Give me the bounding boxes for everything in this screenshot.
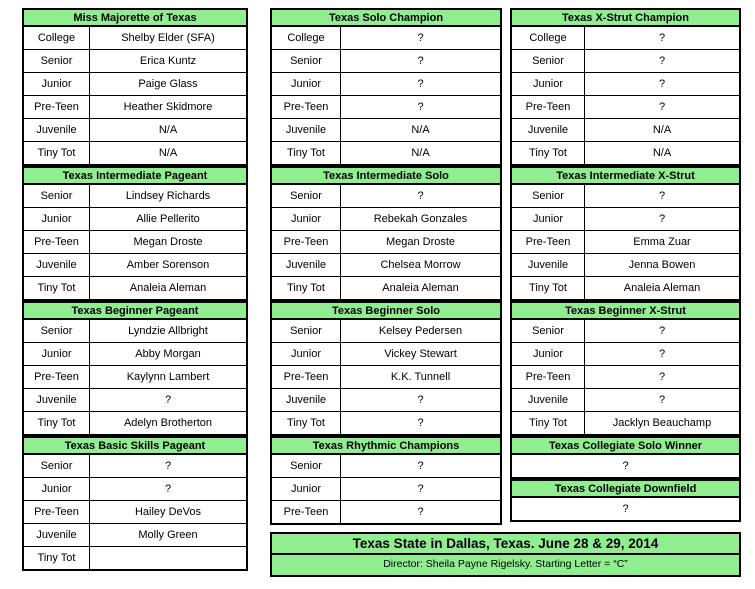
division-label: Senior: [272, 320, 341, 342]
division-label: Senior: [272, 455, 341, 477]
table-row: [24, 142, 246, 164]
winner-name: N/A: [158, 147, 178, 159]
winner-name: ?: [417, 417, 424, 429]
winner-name: ?: [658, 78, 666, 90]
table-row: [512, 50, 739, 73]
winner-name: Heather Skidmore: [123, 101, 213, 113]
division-label: Pre-Teen: [512, 96, 585, 118]
table-row: [272, 455, 500, 478]
division-label: Tiny Tot: [272, 412, 341, 434]
division-label: College: [24, 27, 90, 49]
table-row: [512, 343, 739, 366]
winner-name: ?: [658, 101, 666, 113]
division-label: Juvenile: [272, 119, 341, 141]
division-label: Senior: [272, 50, 341, 72]
table-row: [272, 119, 500, 142]
table-row: [512, 119, 739, 142]
winner-name: Rebekah Gonzales: [373, 213, 468, 225]
table-row: [272, 27, 500, 50]
table-row: [272, 343, 500, 366]
division-label: Tiny Tot: [512, 142, 585, 164]
winner-name: ?: [417, 483, 424, 495]
winner-name: Erica Kuntz: [139, 55, 197, 67]
table-row: [512, 208, 739, 231]
column-x-strut: [510, 8, 741, 522]
table-row: [24, 119, 246, 142]
table-row: [272, 50, 500, 73]
table-row: [512, 142, 739, 164]
division-label: College: [272, 27, 341, 49]
table-row: [512, 412, 739, 434]
winner-name: ?: [164, 483, 172, 495]
table-texas-solo-champion: [270, 8, 502, 166]
table-row: [512, 320, 739, 343]
winner-name: Megan Droste: [385, 236, 456, 248]
table-row: [24, 185, 246, 208]
winner-name: ?: [658, 394, 666, 406]
division-label: Junior: [512, 208, 585, 230]
division-label: College: [512, 27, 585, 49]
division-label: Juvenile: [512, 119, 585, 141]
division-label: Pre-Teen: [272, 366, 341, 388]
table-texas-intermediate-pageant: [22, 166, 248, 301]
division-label: Senior: [24, 185, 90, 207]
winner-name: Analeia Aleman: [129, 282, 207, 294]
winner-name: ?: [622, 503, 629, 515]
division-label: Junior: [24, 343, 90, 365]
division-label: Junior: [272, 208, 341, 230]
winner-name: Kaylynn Lambert: [126, 371, 210, 383]
division-label: Senior: [512, 320, 585, 342]
table-texas-collegiate-downfield: [510, 479, 741, 522]
table-texas-intermediate-x-strut: [510, 166, 741, 301]
division-label: Pre-Teen: [272, 501, 341, 523]
division-label: Juvenile: [24, 524, 90, 546]
winner-name: Lyndzie Allbright: [128, 325, 208, 337]
table-row: [24, 96, 246, 119]
winner-name: [90, 547, 246, 569]
division-label: Junior: [24, 208, 90, 230]
winner-name: ?: [417, 190, 424, 202]
winner-name: N/A: [411, 124, 430, 136]
division-label: Pre-Teen: [272, 96, 341, 118]
table-row: [24, 320, 246, 343]
table-row: [24, 478, 246, 501]
division-label: Juvenile: [272, 254, 341, 276]
winner-name: ?: [417, 101, 424, 113]
table-row: [512, 231, 739, 254]
division-label: Senior: [24, 50, 90, 72]
winner-name: ?: [658, 348, 666, 360]
table-texas-x-strut-champion: [510, 8, 741, 166]
winner-name: Jacklyn Beauchamp: [612, 417, 712, 429]
winner-name: ?: [164, 394, 172, 406]
winner-name: Analeia Aleman: [623, 282, 701, 294]
table-row: [512, 254, 739, 277]
table-row: [512, 96, 739, 119]
table-texas-beginner-x-strut: [510, 301, 741, 436]
event-director-note: Director: Sheila Payne Rigelsky. Starting Letter = “C”: [272, 555, 739, 575]
division-label: Junior: [272, 343, 341, 365]
table-texas-beginner-pageant: [22, 301, 248, 436]
table-title: Texas Collegiate Downfield: [512, 481, 739, 498]
table-row: [24, 27, 246, 50]
winner-name: ?: [658, 213, 666, 225]
winner-name: Shelby Elder (SFA): [121, 32, 215, 44]
winner-name: ?: [417, 55, 424, 67]
winner-name: Abby Morgan: [135, 348, 201, 360]
table-row: [24, 501, 246, 524]
winner-name: Chelsea Morrow: [380, 259, 461, 271]
winner-name: ?: [417, 460, 424, 472]
winner-name: K.K. Tunnell: [390, 371, 451, 383]
table-row: [24, 73, 246, 96]
winner-name: N/A: [652, 124, 672, 136]
division-label: Senior: [272, 185, 341, 207]
division-label: Juvenile: [272, 389, 341, 411]
winner-name: Paige Glass: [138, 78, 198, 90]
division-label: Pre-Teen: [272, 231, 341, 253]
table-row: [512, 366, 739, 389]
table-title: Texas Solo Champion: [272, 10, 500, 27]
division-label: Tiny Tot: [272, 277, 341, 299]
table-title: Texas X-Strut Champion: [512, 10, 739, 27]
division-label: Junior: [512, 73, 585, 95]
division-label: Junior: [272, 478, 341, 500]
division-label: Juvenile: [24, 119, 90, 141]
table-row: [24, 277, 246, 299]
table-row: [272, 501, 500, 523]
division-label: Tiny Tot: [24, 277, 90, 299]
table-row: [512, 27, 739, 50]
event-title: Texas State in Dallas, Texas. June 28 & 29, 2014: [272, 534, 739, 555]
winner-name: Emma Zuar: [633, 236, 691, 248]
table-texas-basic-skills-pageant: [22, 436, 248, 571]
winner-name: ?: [417, 78, 424, 90]
table-title: Texas Beginner Solo: [272, 303, 500, 320]
table-row: [272, 208, 500, 231]
division-label: Tiny Tot: [24, 412, 90, 434]
division-label: Pre-Teen: [24, 501, 90, 523]
table-row: [24, 343, 246, 366]
division-label: Pre-Teen: [24, 96, 90, 118]
winner-name: Analeia Aleman: [382, 282, 459, 294]
winner-name: Jenna Bowen: [628, 259, 696, 271]
table-row: [272, 254, 500, 277]
table-row: [24, 389, 246, 412]
winner-name: N/A: [158, 124, 178, 136]
division-label: Senior: [512, 50, 585, 72]
winner-name: Hailey DeVos: [134, 506, 202, 518]
table-row: [24, 208, 246, 231]
division-label: Tiny Tot: [272, 142, 341, 164]
table-title: Texas Intermediate Solo: [272, 168, 500, 185]
table-row: [272, 366, 500, 389]
division-label: Senior: [24, 455, 90, 477]
winner-name: ?: [417, 32, 424, 44]
division-label: Junior: [272, 73, 341, 95]
winner-name: Vickey Stewart: [384, 348, 457, 360]
table-row: [272, 185, 500, 208]
table-texas-collegiate-solo-winner: [510, 436, 741, 479]
table-row: [512, 277, 739, 299]
table-row: [24, 524, 246, 547]
table-row: [512, 73, 739, 96]
table-texas-rhythmic-champions: [270, 436, 502, 525]
table-texas-beginner-solo: [270, 301, 502, 436]
table-row: [24, 455, 246, 478]
division-label: Tiny Tot: [24, 547, 90, 569]
winner-name: ?: [417, 394, 424, 406]
division-label: Tiny Tot: [512, 412, 585, 434]
division-label: Juvenile: [512, 254, 585, 276]
table-row: [24, 412, 246, 434]
table-row: [512, 389, 739, 412]
table-title: Texas Rhythmic Champions: [272, 438, 500, 455]
table-row: [272, 142, 500, 164]
winner-name: Amber Sorenson: [126, 259, 210, 271]
table-title: Texas Intermediate X-Strut: [512, 168, 739, 185]
division-label: Junior: [512, 343, 585, 365]
winner-name: ?: [658, 190, 666, 202]
division-label: Senior: [24, 320, 90, 342]
table-row: [272, 277, 500, 299]
table-title: Texas Collegiate Solo Winner: [512, 438, 739, 455]
table-title: Texas Intermediate Pageant: [24, 168, 246, 185]
table-title: Texas Basic Skills Pageant: [24, 438, 246, 455]
division-label: Tiny Tot: [512, 277, 585, 299]
table-row: [512, 455, 739, 477]
winner-name: ?: [658, 371, 666, 383]
table-row: [24, 254, 246, 277]
column-solo: [270, 8, 502, 525]
winner-name: Megan Droste: [133, 236, 203, 248]
winner-name: Adelyn Brotherton: [123, 417, 213, 429]
table-row: [272, 478, 500, 501]
division-label: Pre-Teen: [512, 231, 585, 253]
table-row: [24, 50, 246, 73]
table-row: [24, 547, 246, 569]
table-row: [272, 73, 500, 96]
winner-name: ?: [164, 460, 172, 472]
division-label: Pre-Teen: [24, 366, 90, 388]
table-row: [272, 320, 500, 343]
table-row: [512, 185, 739, 208]
winner-name: Lindsey Richards: [125, 190, 211, 202]
table-row: [512, 498, 739, 520]
winner-name: Molly Green: [138, 529, 198, 541]
division-label: Pre-Teen: [512, 366, 585, 388]
division-label: Junior: [24, 73, 90, 95]
table-row: [272, 231, 500, 254]
event-banner: [270, 532, 741, 577]
winner-name: N/A: [411, 147, 430, 159]
winner-name: N/A: [652, 147, 672, 159]
table-miss-majorette-of-texas: [22, 8, 248, 166]
division-label: Junior: [24, 478, 90, 500]
table-row: [24, 366, 246, 389]
winner-name: ?: [658, 325, 666, 337]
division-label: Juvenile: [24, 254, 90, 276]
table-title: Texas Beginner X-Strut: [512, 303, 739, 320]
table-row: [24, 231, 246, 254]
table-row: [272, 412, 500, 434]
table-row: [272, 389, 500, 412]
winner-name: Allie Pellerito: [136, 213, 200, 225]
division-label: Tiny Tot: [24, 142, 90, 164]
division-label: Juvenile: [24, 389, 90, 411]
table-title: Texas Beginner Pageant: [24, 303, 246, 320]
winner-name: ?: [622, 460, 629, 472]
winner-name: ?: [417, 506, 424, 518]
winner-name: ?: [658, 32, 666, 44]
division-label: Juvenile: [512, 389, 585, 411]
table-title: Miss Majorette of Texas: [24, 10, 246, 27]
column-pageant: [22, 8, 248, 571]
winner-name: ?: [658, 55, 666, 67]
table-texas-intermediate-solo: [270, 166, 502, 301]
table-row: [272, 96, 500, 119]
division-label: Senior: [512, 185, 585, 207]
winner-name: Kelsey Pedersen: [378, 325, 463, 337]
division-label: Pre-Teen: [24, 231, 90, 253]
